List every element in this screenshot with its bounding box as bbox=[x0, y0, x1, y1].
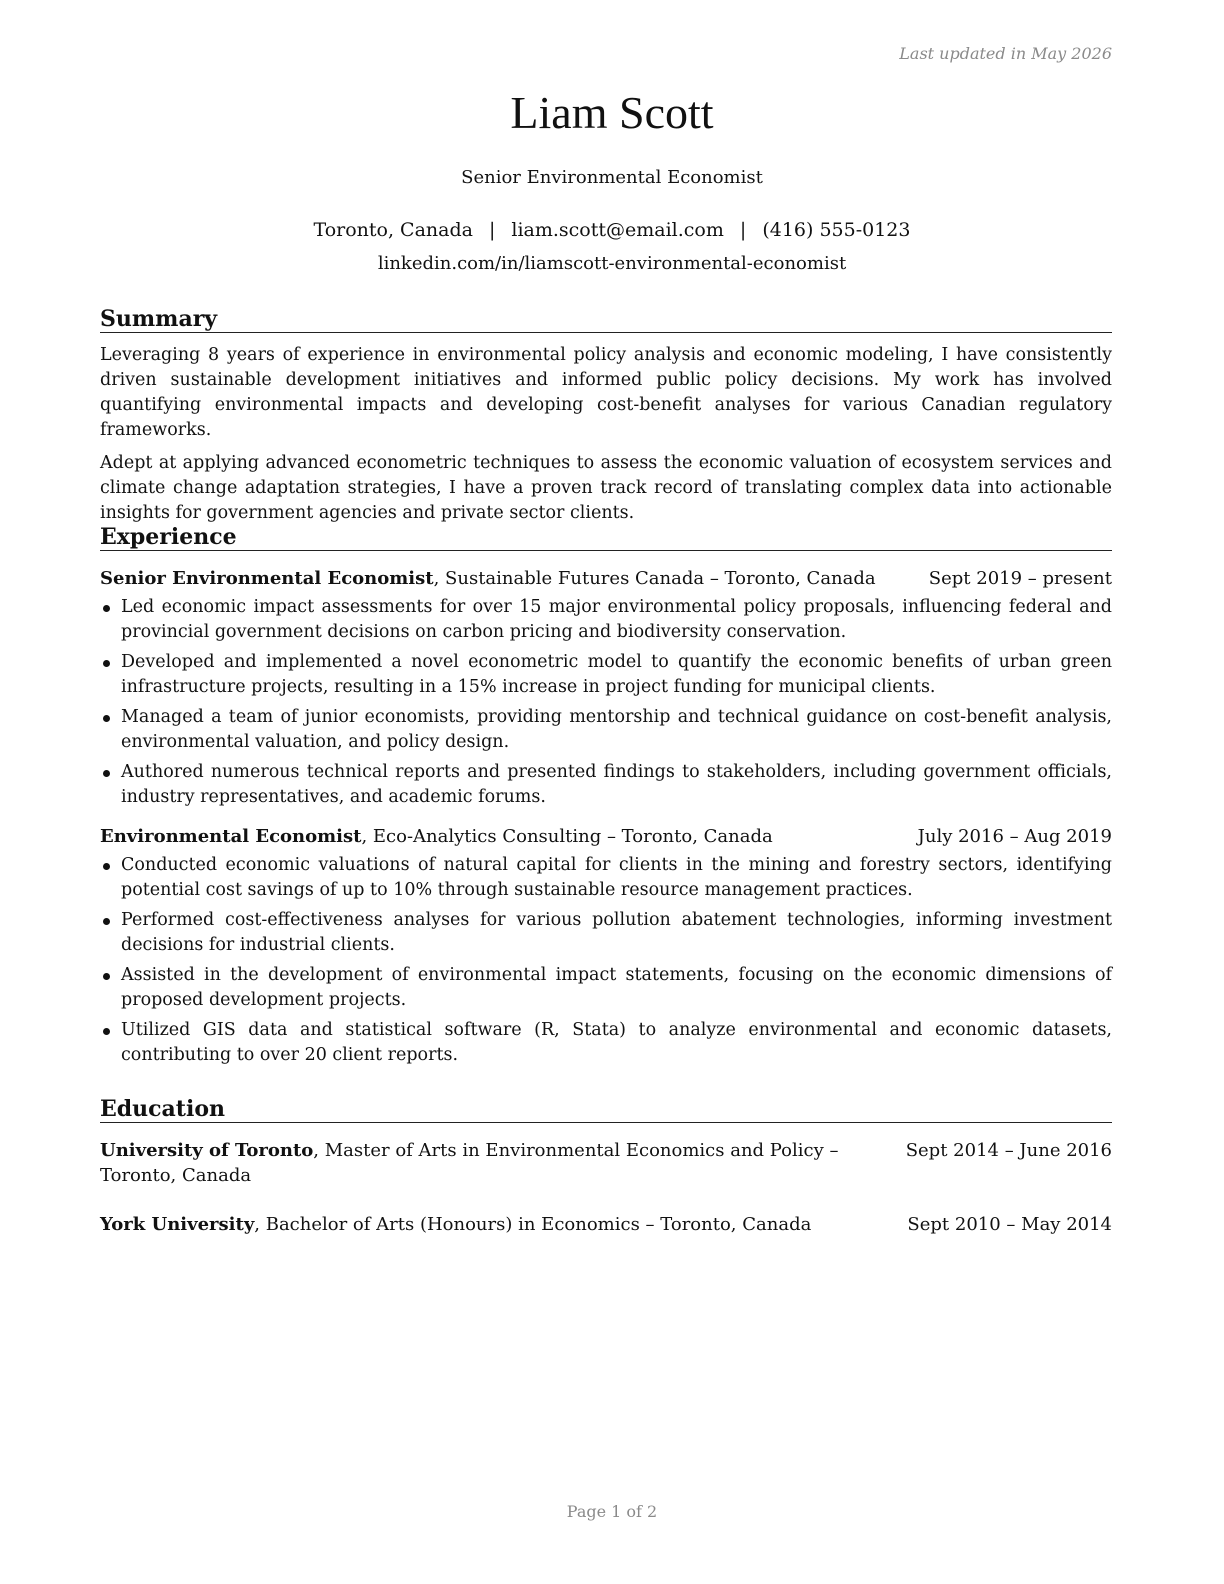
phone-number: (416) 555-0123 bbox=[762, 219, 911, 241]
education-dates: Sept 2014 – June 2016 bbox=[905, 1140, 1112, 1161]
candidate-title: Senior Environmental Economist bbox=[461, 167, 763, 188]
job-header bbox=[100, 824, 1112, 849]
job-header bbox=[100, 566, 1112, 591]
section-heading-experience: Experience bbox=[100, 524, 1112, 551]
section-heading-summary: Summary bbox=[100, 306, 1112, 333]
experience-section bbox=[100, 524, 1112, 1073]
degree: , Bachelor of Arts (Honours) in Economics – Toronto, Canada bbox=[254, 1214, 812, 1235]
bullet-item: Conducted economic valuations of natural capital for clients in the mining and forestry sectors, identifying potential cost savings of up to 10% through sustainable resource management practices. bbox=[100, 853, 1112, 903]
bullet-item: Managed a team of junior economists, providing mentorship and technical guidance on cost-benefit analysis, environmental valuation, and policy design. bbox=[100, 705, 1112, 755]
summary-paragraph: Adept at applying advanced econometric techniques to assess the economic valuation of ecosystem services and climate change adaptation strategies, I have a proven track record of translating complex data into actionable insights for government agencies and private sector clients. bbox=[100, 453, 1112, 523]
job-role: Environmental Economist bbox=[100, 826, 362, 847]
degree: , Master of Arts in Environmental Economics and Policy – Toronto, Canada bbox=[100, 1140, 839, 1186]
education-header bbox=[100, 1212, 1112, 1237]
bullet-item: Performed cost-effectiveness analyses for various pollution abatement technologies, informing investment decisions for industrial clients. bbox=[100, 908, 1112, 958]
contact-line bbox=[0, 219, 1224, 241]
candidate-name: Liam Scott bbox=[510, 87, 714, 138]
job-role: Senior Environmental Economist bbox=[100, 568, 434, 589]
summary-paragraph: Leveraging 8 years of experience in environmental policy analysis and economic modeling, I have consistently driven sustainable development initiatives and informed public policy decisions. My work has involved quantifying environmental impacts and developing cost-benefit analyses for various Canadian regulatory frameworks. bbox=[100, 345, 1112, 440]
bullet-item: Authored numerous technical reports and presented findings to stakeholders, including government officials, industry representatives, and academic forums. bbox=[100, 760, 1112, 810]
bullet-item: Utilized GIS data and statistical software (R, Stata) to analyze environmental and economic datasets, contributing to over 20 client reports. bbox=[100, 1018, 1112, 1068]
bullet-item: Led economic impact assessments for over 15 major environmental policy proposals, influencing federal and provincial government decisions on carbon pricing and biodiversity conservation. bbox=[100, 595, 1112, 645]
job-org: , Eco-Analytics Consulting – Toronto, Canada bbox=[361, 826, 773, 847]
email-link[interactable]: liam.scott@email.com bbox=[511, 219, 724, 241]
school-name: University of Toronto bbox=[100, 1140, 314, 1161]
job-dates: July 2016 – Aug 2019 bbox=[917, 826, 1112, 847]
bullet-item: Assisted in the development of environmental impact statements, focusing on the economic dimensions of proposed development projects. bbox=[100, 963, 1112, 1013]
separator: | bbox=[739, 219, 747, 241]
job-org: , Sustainable Futures Canada – Toronto, Canada bbox=[433, 568, 876, 589]
linkedin-link[interactable]: linkedin.com/in/liamscott-environmental-economist bbox=[377, 253, 847, 274]
education-entry bbox=[100, 1212, 1112, 1237]
section-heading-education: Education bbox=[100, 1096, 1112, 1123]
school-name: York University bbox=[100, 1214, 255, 1235]
job-bullets bbox=[100, 853, 1112, 1068]
job-bullets bbox=[100, 595, 1112, 810]
job-entry bbox=[100, 824, 1112, 1068]
summary-section bbox=[100, 306, 1112, 526]
education-section bbox=[100, 1096, 1112, 1237]
job-entry bbox=[100, 566, 1112, 810]
job-dates: Sept 2019 – present bbox=[928, 568, 1112, 589]
education-entry bbox=[100, 1138, 1112, 1188]
education-header bbox=[100, 1138, 1112, 1188]
bullet-item: Developed and implemented a novel econometric model to quantify the economic benefits of urban green infrastructure projects, resulting in a 15% increase in project funding for municipal clients. bbox=[100, 650, 1112, 700]
education-dates: Sept 2010 – May 2014 bbox=[907, 1214, 1112, 1235]
last-updated: Last updated in May 2026 bbox=[899, 44, 1112, 63]
page-number: Page 1 of 2 bbox=[566, 1502, 658, 1521]
separator: | bbox=[488, 219, 496, 241]
location: Toronto, Canada bbox=[313, 219, 473, 241]
